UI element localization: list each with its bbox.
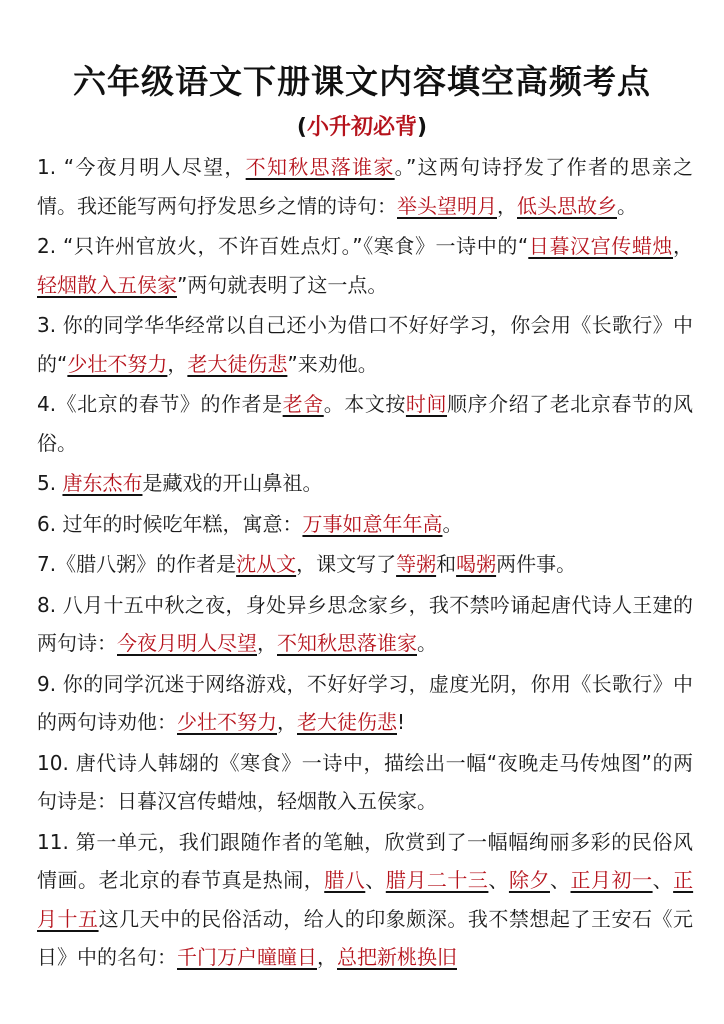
question-item — [37, 385, 693, 462]
question-text: 11. 第一单元，我们跟随作者的笔触，欣赏到了一幅幅绚丽多彩的民俗风情画。老北京的春节真是热闹， — [37, 829, 693, 892]
question-text: 。本文按 — [323, 392, 406, 416]
question-item — [37, 464, 693, 503]
answer-blank: 腊月二十三 — [385, 868, 489, 892]
question-text: ， — [497, 193, 517, 218]
answer-blank: 低头思故乡 — [517, 193, 617, 218]
answer-blank: 正月十五 — [37, 868, 694, 931]
page-title: 六年级语文下册课文内容填空高频考点 — [73, 62, 651, 101]
question-list — [37, 148, 693, 977]
answer-blank: 老舍 — [282, 392, 324, 416]
question-text: 7.《腊八粥》的作者是 — [37, 552, 237, 576]
question-text: ， — [277, 710, 297, 734]
question-text: 3. 你的同学华华经常以自己还小为借口不好好学习，你会用《长歌行》中的“ — [37, 313, 693, 376]
question-text: 、 — [549, 868, 571, 892]
answer-blank: 少壮不努力 — [67, 351, 168, 376]
answer-blank: 喝粥 — [456, 552, 497, 576]
question-text: 两件事。 — [496, 552, 577, 576]
question-item — [37, 586, 693, 663]
question-text: 。 — [417, 631, 437, 655]
question-item — [37, 823, 693, 977]
question-item — [37, 505, 693, 544]
answer-blank: 轻烟散入五侯家 — [37, 272, 177, 297]
answer-blank: 今夜月明人尽望 — [117, 631, 257, 655]
answer-blank: 少壮不努力 — [177, 710, 277, 734]
question-text: ”来劝他。 — [287, 351, 378, 376]
subtitle-text: 小升初必背 — [306, 115, 417, 140]
question-text: 2. “只许州官放火，不许百姓点灯。”《寒食》一诗中的“ — [37, 234, 529, 258]
question-text: 6. 过年的时候吃年糕，寓意： — [37, 511, 303, 536]
answer-blank: 千门万户曈曈日 — [177, 945, 317, 969]
question-text: ， — [257, 631, 277, 655]
question-item — [37, 306, 693, 383]
answer-blank: 除夕 — [508, 868, 550, 892]
answer-blank: 腊八 — [324, 868, 366, 892]
answer-blank: 万事如意年年高 — [302, 511, 443, 536]
question-text: ! — [397, 710, 406, 734]
subtitle-open-paren: ( — [296, 115, 307, 140]
answer-blank: 不知秋思落谁家 — [245, 155, 395, 179]
question-text: 5. — [37, 471, 63, 495]
page-subtitle — [0, 110, 724, 141]
answer-blank: 不知秋思落谁家 — [277, 631, 417, 655]
question-text: 1. “今夜月明人尽望， — [37, 155, 246, 179]
question-text: 。”这两句诗抒发了作者的思亲之情。我还能写两句抒发思乡之情的诗句： — [37, 155, 693, 218]
question-text: 、 — [365, 868, 386, 892]
question-item — [37, 665, 693, 742]
question-item — [37, 148, 693, 225]
answer-blank: 时间 — [405, 392, 448, 416]
question-text: 8. 八月十五中秋之夜，身处异乡思念家乡，我不禁吟诵起唐代诗人王建的两句诗： — [37, 592, 693, 655]
question-text: ，课文写了 — [296, 552, 397, 576]
question-item — [37, 744, 693, 821]
question-text: 和 — [436, 552, 457, 576]
question-text: ”两句就表明了这一点。 — [177, 272, 388, 297]
answer-blank: 唐东杰布 — [62, 471, 143, 495]
question-text: 10. 唐代诗人韩翃的《寒食》一诗中，描绘出一幅“夜晚走马传烛图”的两句诗是：日暮汉宫传蜡烛，轻烟散入五侯家。 — [37, 750, 693, 813]
question-text: 9. 你的同学沉迷于网络游戏，不好好学习，虚度光阴，你用《长歌行》中的两句诗劝他： — [37, 671, 693, 734]
question-text: ， — [317, 945, 337, 969]
answer-blank: 沈从文 — [236, 552, 297, 576]
question-text: 、 — [652, 868, 674, 892]
question-text: 。 — [442, 511, 463, 536]
question-text: 这几天中的民俗活动，给人的印象颇深。我不禁想起了王安石《元日》中的名句： — [37, 906, 694, 969]
question-text: 4.《北京的春节》的作者是 — [37, 392, 283, 416]
question-item — [37, 227, 693, 304]
question-text: ， — [167, 351, 188, 376]
answer-blank: 日暮汉宫传蜡烛 — [528, 234, 674, 258]
question-text: 顺序介绍了老北京春节的风俗。 — [37, 392, 694, 455]
question-text: 。 — [617, 193, 637, 218]
question-text: 是藏戏的开山鼻祖。 — [142, 471, 323, 495]
answer-blank: 等粥 — [396, 552, 437, 576]
answer-blank: 举头望明月 — [397, 193, 497, 218]
answer-blank: 老大徒伤悲 — [297, 710, 397, 734]
answer-blank: 正月初一 — [570, 868, 653, 892]
question-text: ， — [673, 234, 694, 258]
answer-blank: 总把新桃换旧 — [337, 945, 457, 969]
question-text: 、 — [488, 868, 509, 892]
answer-blank: 老大徒伤悲 — [187, 351, 288, 376]
question-item — [37, 545, 693, 584]
subtitle-close-paren: ) — [417, 115, 428, 140]
